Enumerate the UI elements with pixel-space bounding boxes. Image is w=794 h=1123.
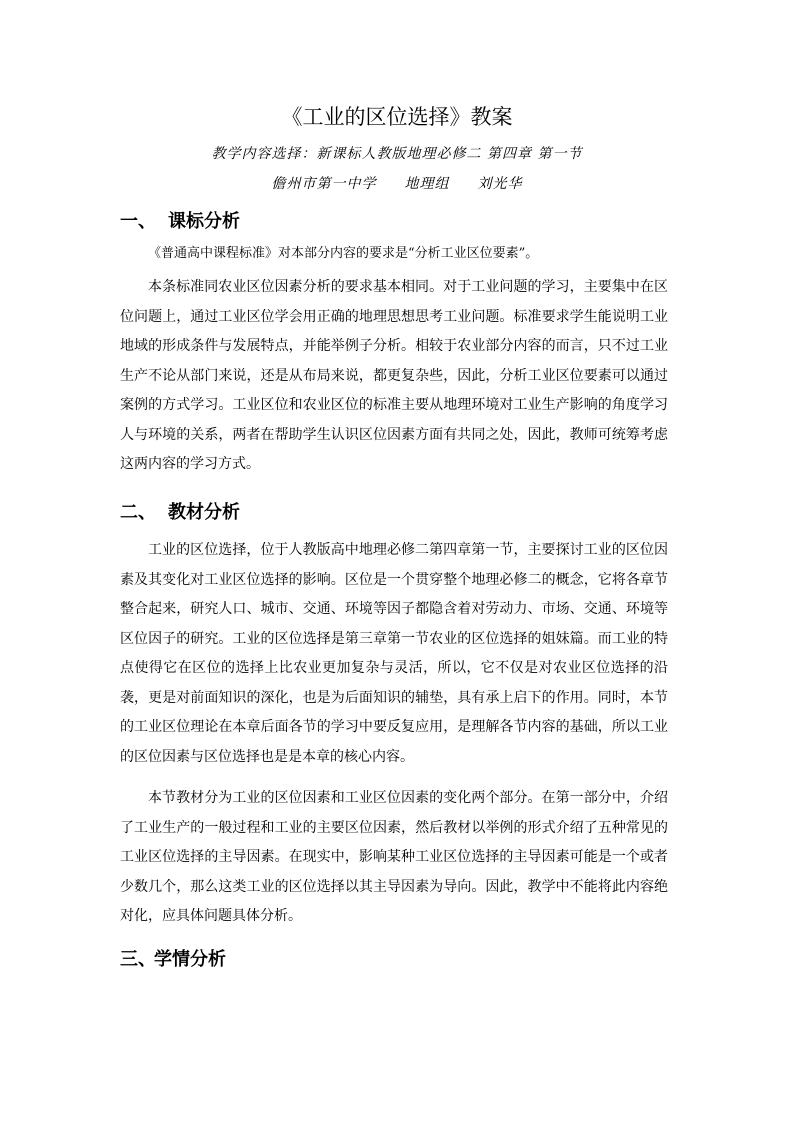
section-heading-students xyxy=(120,946,226,974)
author-line xyxy=(0,173,794,195)
author-name: 刘光华 xyxy=(477,176,523,192)
section-number: 二、 xyxy=(120,502,156,523)
paragraph: 工业的区位选择，位于人教版高中地理必修二第四章第一节，主要探讨工业的区位因素及其变化对工业区位选择的影响。区位是一个贯穿整个地理必修二的概念，它将各章节整合起来，研究人口、城市、交通、环境等因子都隐含着对劳动力、市场、交通、环境等区位因子的研究。工业的区位选择是第三章第一节农业的区位选择的姐妹篇。而工业的特点使得它在区位的选择上比农业更加复杂与灵活，所以，它不仅是对农业区位选择的沿袭，更是对前面知识的深化，也是为后面知识的辅垫，具有承上启下的作用。同时，本节的工业区位理论在本章后面各节的学习中要反复应用，是理解各节内容的基础，所以工业的区位因素与区位选择也是是本章的核心内容。 xyxy=(120,542,668,765)
section-title: 教材分析 xyxy=(168,502,240,523)
section-number: 三、 xyxy=(120,949,156,970)
section-title: 课标分析 xyxy=(168,211,240,232)
section-heading-textbook xyxy=(120,499,240,527)
teaching-content-line: 教学内容选择：新课标人教版地理必修二 第四章 第一节 xyxy=(211,146,583,162)
author-school: 儋州市第一中学 xyxy=(271,176,377,192)
section-heading-curriculum xyxy=(120,208,240,236)
paragraph: 本条标准同农业区位因素分析的要求基本相同。对于工业问题的学习，主要集中在区位问题上，通过工业区位学会用正确的地理思想思考工业问题。标准要求学生能说明工业地域的形成条件与发展特点，并能举例子分析。相较于农业部分内容的而言，只不过工业生产不论从部门来说，还是从布局来说，都更复杂些，因此，分析工业区位要素可以通过案例的方式学习。工业区位和农业区位的标准主要从地理环境对工业生产影响的角度学习人与环境的关系，两者在帮助学生认识区位因素方面有共同之处，因此，教师可统筹考虑这两内容的学习方式。 xyxy=(120,279,668,472)
curriculum-standard-quote: 《普通高中课程标准》对本部分内容的要求是“分析工业区位要素”。 xyxy=(148,246,539,261)
author-group: 地理组 xyxy=(404,176,450,192)
section-number: 一、 xyxy=(120,211,156,232)
section-title: 学情分析 xyxy=(154,949,226,970)
document-title: 《工业的区位选择》教案 xyxy=(281,105,513,129)
paragraph: 本节教材分为工业的区位因素和工业区位因素的变化两个部分。在第一部分中，介绍了工业生产的一般过程和工业的主要区位因素，然后教材以举例的形式介绍了五种常见的工业区位选择的主导因素。在现实中，影响某种工业区位选择的主导因素可能是一个或者少数几个，那么这类工业的区位选择以其主导因素为导向。因此，教学中不能将此内容绝对化，应具体问题具体分析。 xyxy=(120,790,668,924)
